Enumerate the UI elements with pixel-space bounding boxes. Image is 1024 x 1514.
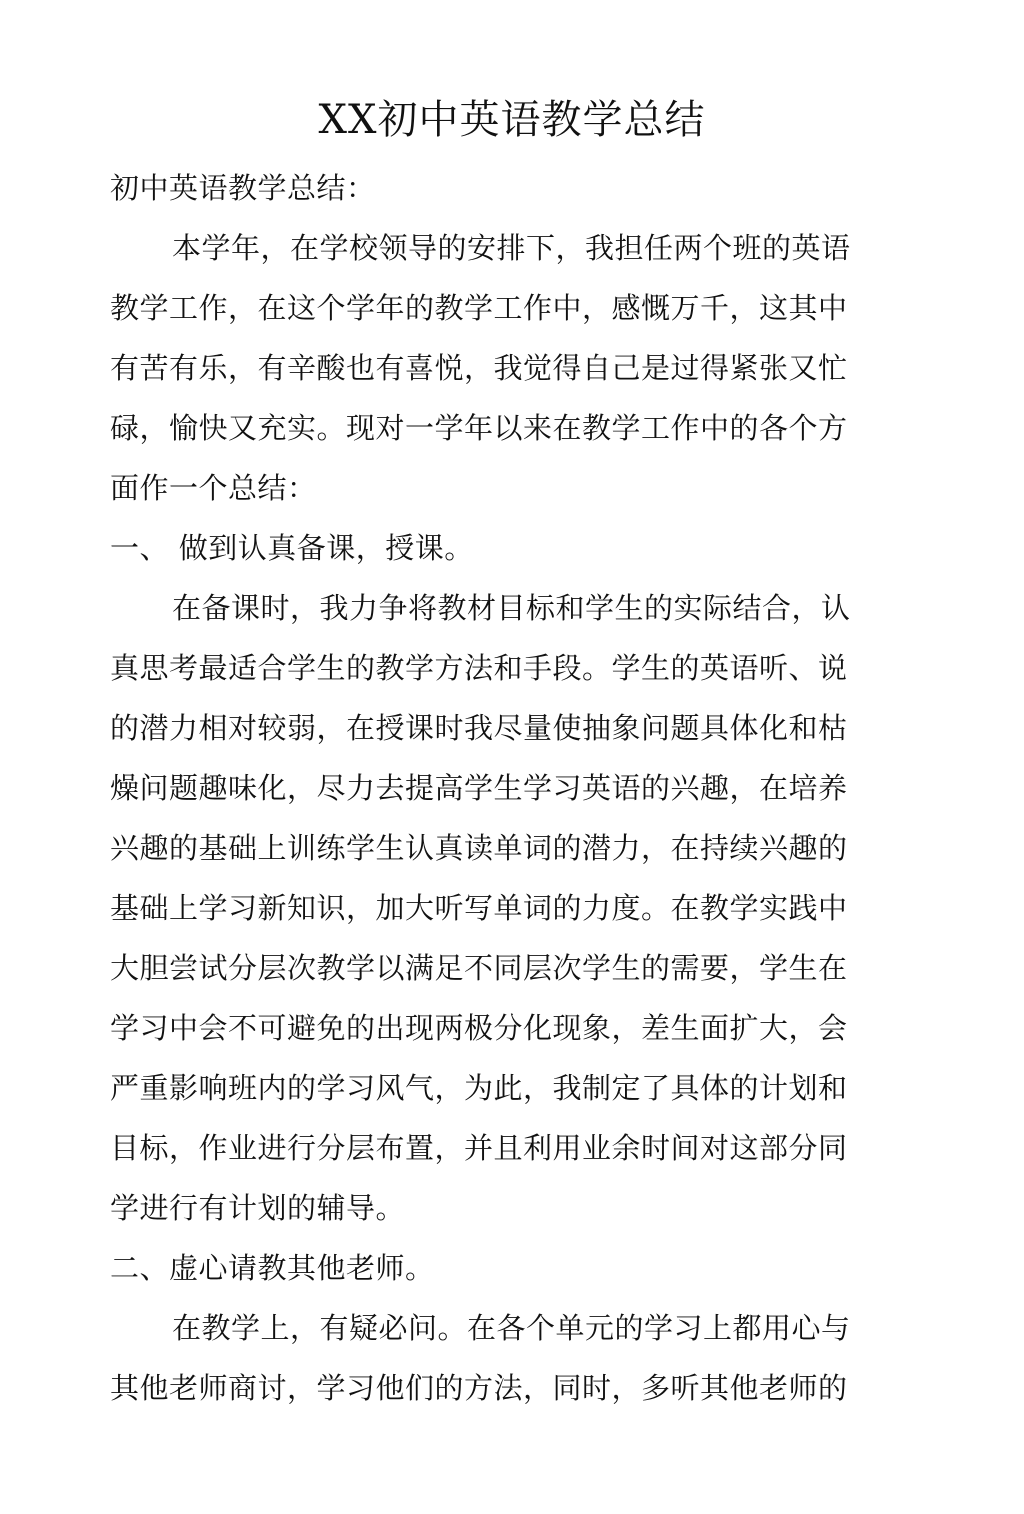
paragraph-line: 学进行有计划的辅导。 bbox=[110, 1191, 406, 1225]
paragraph-line: 大胆尝试分层次教学以满足不同层次学生的需要，学生在 bbox=[110, 951, 848, 985]
document-title: XX初中英语教学总结 bbox=[318, 97, 706, 143]
paragraph-line: 教学工作，在这个学年的教学工作中，感慨万千，这其中 bbox=[110, 291, 848, 325]
paragraph-line: 碌，愉快又充实。现对一学年以来在教学工作中的各个方 bbox=[110, 411, 848, 445]
paragraph-line: 有苦有乐，有辛酸也有喜悦，我觉得自己是过得紧张又忙 bbox=[110, 351, 848, 385]
paragraph-line: 学习中会不可避免的出现两极分化现象，差生面扩大，会 bbox=[110, 1011, 848, 1045]
paragraph-line: 的潜力相对较弱，在授课时我尽量使抽象问题具体化和枯 bbox=[110, 711, 848, 745]
paragraph-line: 其他老师商讨，学习他们的方法，同时，多听其他老师的 bbox=[110, 1371, 848, 1405]
paragraph-line: 基础上学习新知识，加大听写单词的力度。在教学实践中 bbox=[110, 891, 848, 925]
section-heading-2: 二、虚心请教其他老师。 bbox=[110, 1251, 435, 1285]
paragraph-line: 本学年，在学校领导的安排下，我担任两个班的英语 bbox=[172, 231, 851, 265]
intro-heading: 初中英语教学总结： bbox=[110, 171, 376, 205]
paragraph-line: 目标，作业进行分层布置，并且利用业余时间对这部分同 bbox=[110, 1131, 848, 1165]
paragraph-line: 燥问题趣味化，尽力去提高学生学习英语的兴趣，在培养 bbox=[110, 771, 848, 805]
section-heading-1: 一、 做到认真备课，授课。 bbox=[110, 531, 474, 565]
paragraph-line: 面作一个总结： bbox=[110, 471, 317, 505]
paragraph-line: 在备课时，我力争将教材目标和学生的实际结合，认 bbox=[172, 591, 851, 625]
paragraph-line: 在教学上，有疑必问。在各个单元的学习上都用心与 bbox=[172, 1311, 851, 1345]
paragraph-line: 真思考最适合学生的教学方法和手段。学生的英语听、说 bbox=[110, 651, 848, 685]
paragraph-line: 严重影响班内的学习风气，为此，我制定了具体的计划和 bbox=[110, 1071, 848, 1105]
paragraph-line: 兴趣的基础上训练学生认真读单词的潜力，在持续兴趣的 bbox=[110, 831, 848, 865]
